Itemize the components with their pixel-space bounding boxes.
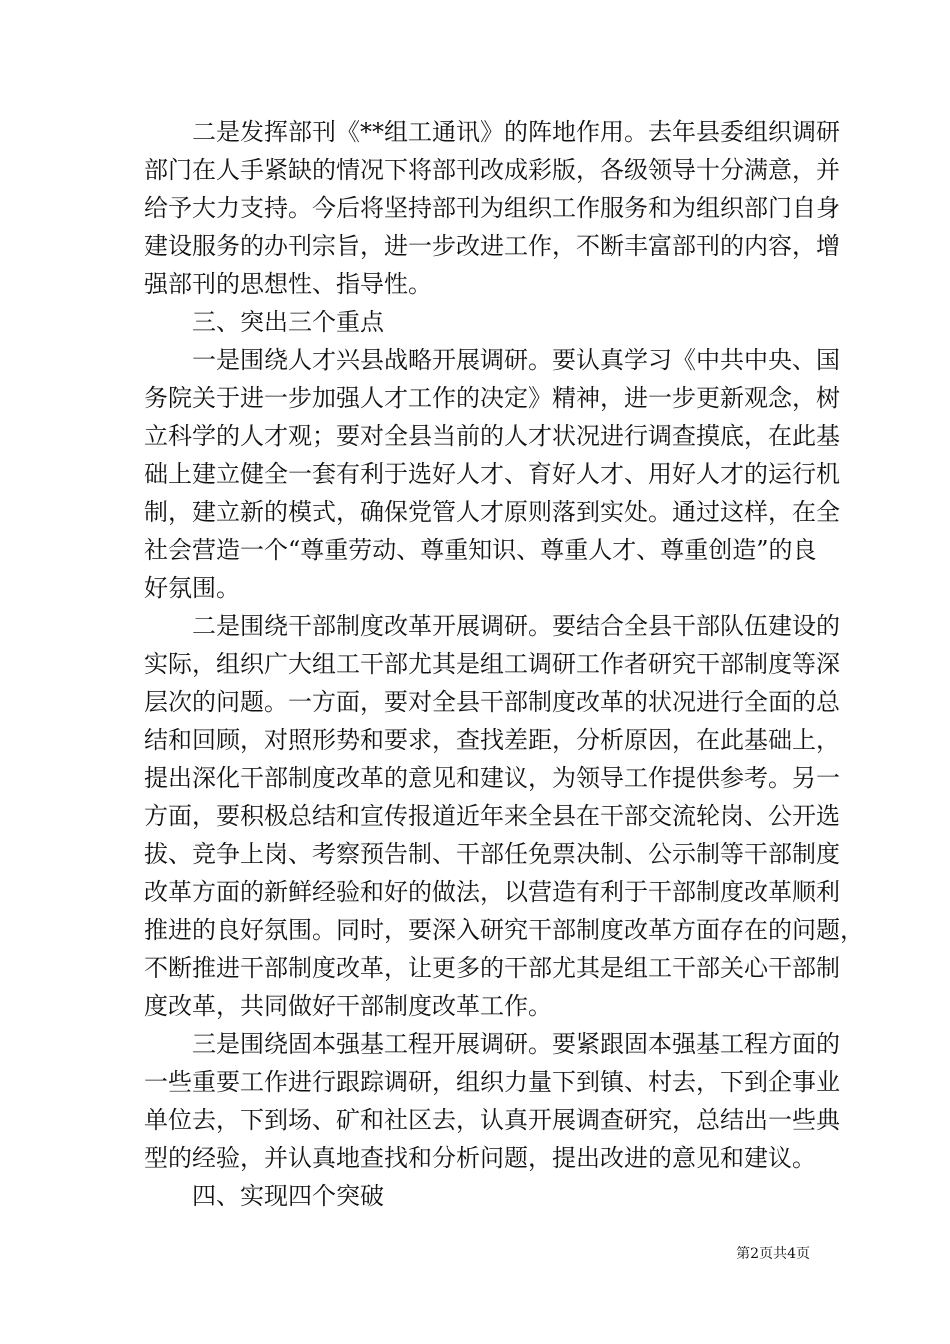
page-number: 第2页共4页 <box>736 1246 810 1262</box>
text-line: 制，建立新的模式，确保党管人才原则落到实处。通过这样，在全 <box>144 498 840 526</box>
text-line: 提出深化干部制度改革的意见和建议，为领导工作提供参考。另一 <box>144 764 840 792</box>
text-line: 拔、竞争上岗、考察预告制、干部任免票决制、公示制等干部制度 <box>144 840 840 868</box>
text-line: 三是围绕固本强基工程开展调研。要紧跟固本强基工程方面的 <box>144 1030 840 1058</box>
text-line: 社会营造一个“尊重劳动、尊重知识、尊重人才、尊重创造”的良 <box>144 536 817 564</box>
text-line: 部门在人手紧缺的情况下将部刊改成彩版，各级领导十分满意，并 <box>144 156 840 184</box>
section-heading: 三、突出三个重点 <box>144 308 384 336</box>
text-line: 实际，组织广大组工干部尤其是组工调研工作者研究干部制度等深 <box>144 650 840 678</box>
text-line: 础上建立健全一套有利于选好人才、育好人才、用好人才的运行机 <box>144 460 840 488</box>
text-line: 一些重要工作进行跟踪调研，组织力量下到镇、村去，下到企事业 <box>144 1068 840 1096</box>
text-line: 单位去，下到场、矿和社区去，认真开展调查研究，总结出一些典 <box>144 1106 840 1134</box>
text-line: 给予大力支持。今后将坚持部刊为组织工作服务和为组织部门自身 <box>144 194 840 222</box>
text-line: 型的经验，并认真地查找和分析问题，提出改进的意见和建议。 <box>144 1144 816 1172</box>
text-line: 改革方面的新鲜经验和好的做法，以营造有利于干部制度改革顺利 <box>144 878 840 906</box>
text-line: 建设服务的办刊宗旨，进一步改进工作，不断丰富部刊的内容，增 <box>144 232 840 260</box>
text-line: 不断推进干部制度改革，让更多的干部尤其是组工干部关心干部制 <box>144 954 840 982</box>
text-line: 方面，要积极总结和宣传报道近年来全县在干部交流轮岗、公开选 <box>144 802 840 830</box>
text-line: 好氛围。 <box>144 574 240 602</box>
section-heading: 四、实现四个突破 <box>144 1182 384 1210</box>
text-line: 二是围绕干部制度改革开展调研。要结合全县干部队伍建设的 <box>144 612 840 640</box>
text-line: 务院关于进一步加强人才工作的决定》精神，进一步更新观念，树 <box>144 384 840 412</box>
text-line: 层次的问题。一方面，要对全县干部制度改革的状况进行全面的总 <box>144 688 840 716</box>
text-line: 强部刊的思想性、指导性。 <box>144 270 432 298</box>
text-line: 结和回顾，对照形势和要求，查找差距，分析原因，在此基础上， <box>144 726 840 754</box>
text-line: 度改革，共同做好干部制度改革工作。 <box>144 992 552 1020</box>
text-line: 一是围绕人才兴县战略开展调研。要认真学习《中共中央、国 <box>144 346 840 374</box>
text-line: 二是发挥部刊《**组工通讯》的阵地作用。去年县委组织调研 <box>144 118 840 146</box>
text-line: 推进的良好氛围。同时，要深入研究干部制度改革方面存在的问题， <box>144 916 864 944</box>
text-line: 立科学的人才观；要对全县当前的人才状况进行调查摸底，在此基 <box>144 422 840 450</box>
